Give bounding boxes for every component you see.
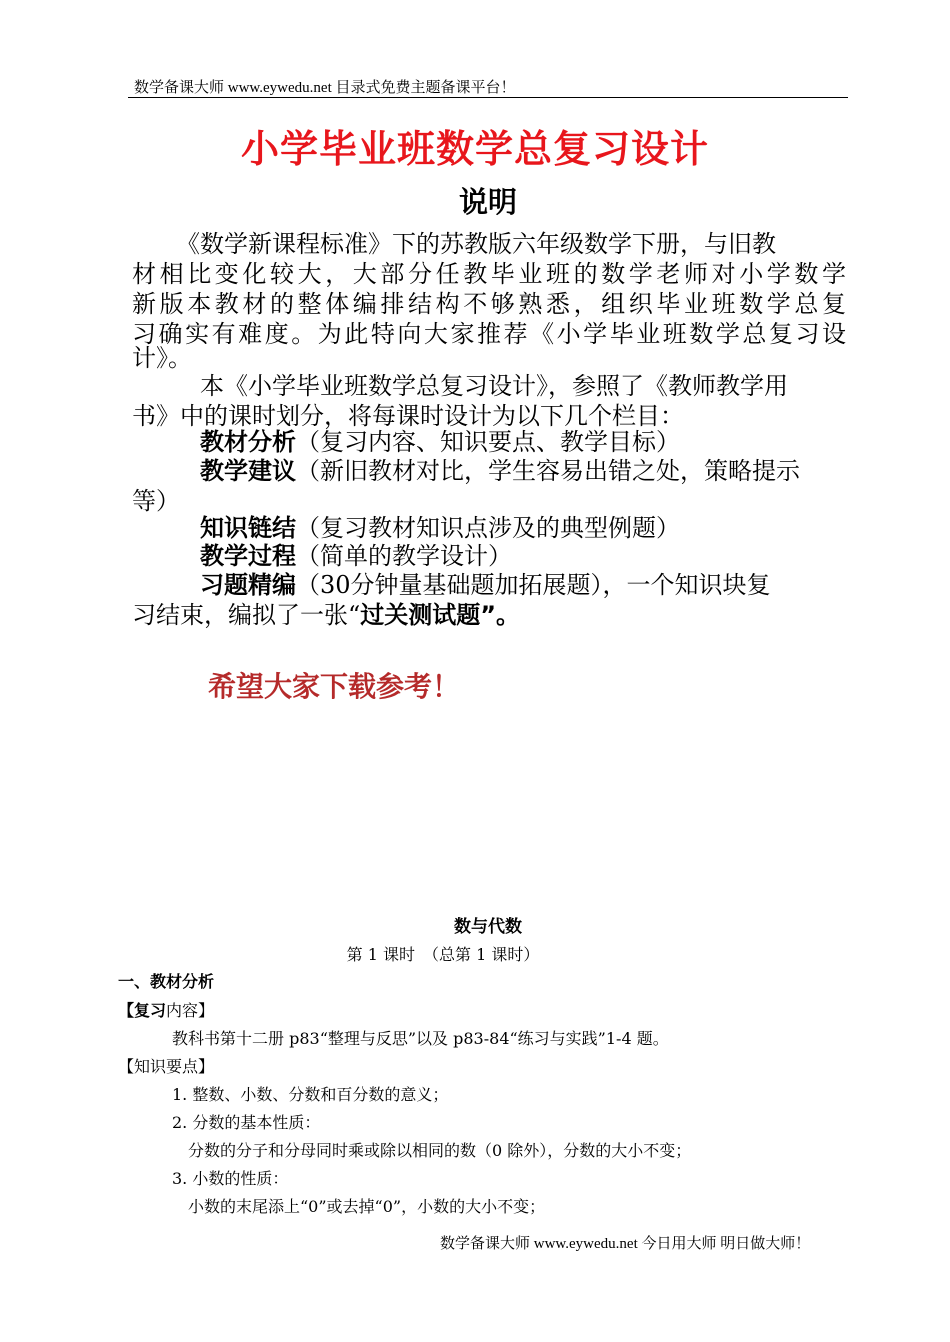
text-fragment: 习结束，编拟了一张“	[132, 601, 361, 629]
column-name: 习题精编	[200, 571, 296, 599]
page-footer: 数学备课大师 www.eywedu.net 今日用大师 明日做大师！	[440, 1236, 811, 1252]
download-hope-text: 希望大家下载参考！	[208, 670, 461, 703]
points-label: 【知识要点】	[118, 1057, 215, 1076]
point-detail: 小数的末尾添上“0”或去掉“0”，小数的大小不变；	[188, 1197, 546, 1216]
header-divider	[128, 97, 848, 98]
column-item-exercises	[200, 570, 771, 600]
column-item-suggestion	[200, 456, 800, 486]
point-item: 3. 小数的性质：	[172, 1169, 289, 1188]
column-item-exercises-cont	[132, 600, 520, 630]
point-item: 1. 整数、小数、分数和百分数的意义；	[172, 1085, 449, 1104]
column-desc: （简单的教学设计）	[296, 542, 512, 570]
intro-line: 书》中的课时划分，将每课时设计为以下几个栏目：	[132, 402, 684, 430]
intro-line: 本《小学毕业班数学总复习设计》，参照了《教师教学用	[200, 372, 788, 400]
label-fragment: 【复习	[118, 1001, 167, 1020]
intro-line: 习确实有难度。为此特向大家推荐《小学毕业班数学总复习设	[132, 320, 846, 348]
point-detail: 分数的分子和分母同时乘或除以相同的数（0 除外），分数的大小不变；	[188, 1141, 692, 1160]
intro-line: 新版本教材的整体编排结构不够熟悉，组织毕业班数学总复	[132, 290, 846, 318]
column-name: 知识链结	[200, 514, 296, 542]
section-heading: 数与代数	[454, 917, 522, 937]
intro-line: 材相比变化较大，大部分任教毕业班的数学老师对小学数学	[132, 260, 846, 288]
column-desc: （复习内容、知识要点、教学目标）	[296, 428, 680, 456]
column-name: 教材分析	[200, 428, 296, 456]
test-paper-label: 过关测试题”。	[360, 601, 521, 629]
intro-line: 计》。	[132, 344, 192, 372]
column-desc: （30分钟量基础题加拓展题），一个知识块复	[296, 571, 771, 599]
column-item-link	[200, 513, 680, 543]
label-fragment: 内容】	[166, 1001, 215, 1020]
column-desc: （复习教材知识点涉及的典型例题）	[296, 514, 680, 542]
review-label	[118, 1001, 214, 1021]
point-item: 2. 分数的基本性质：	[172, 1113, 321, 1132]
part-heading: 一、教材分析	[118, 972, 215, 991]
column-item-analysis	[200, 427, 680, 457]
review-content: 教科书第十二册 p83“整理与反思”以及 p83-84“练习与实践”1-4 题。	[172, 1029, 669, 1048]
lesson-number: 第 1 课时 （总第 1 课时）	[346, 945, 540, 964]
intro-line: 《数学新课程标准》下的苏教版六年级数学下册，与旧教	[176, 230, 776, 258]
column-name: 教学过程	[200, 542, 296, 570]
section-subtitle: 说明	[458, 185, 517, 219]
column-item-process	[200, 541, 512, 571]
column-item-suggestion-cont: 等）	[132, 487, 180, 515]
document-title: 小学毕业班数学总复习设计	[240, 127, 709, 171]
column-desc: （新旧教材对比，学生容易出错之处，策略提示	[296, 457, 800, 485]
column-name: 教学建议	[200, 457, 296, 485]
page-header: 数学备课大师 www.eywedu.net 目录式免费主题备课平台！	[134, 80, 516, 96]
